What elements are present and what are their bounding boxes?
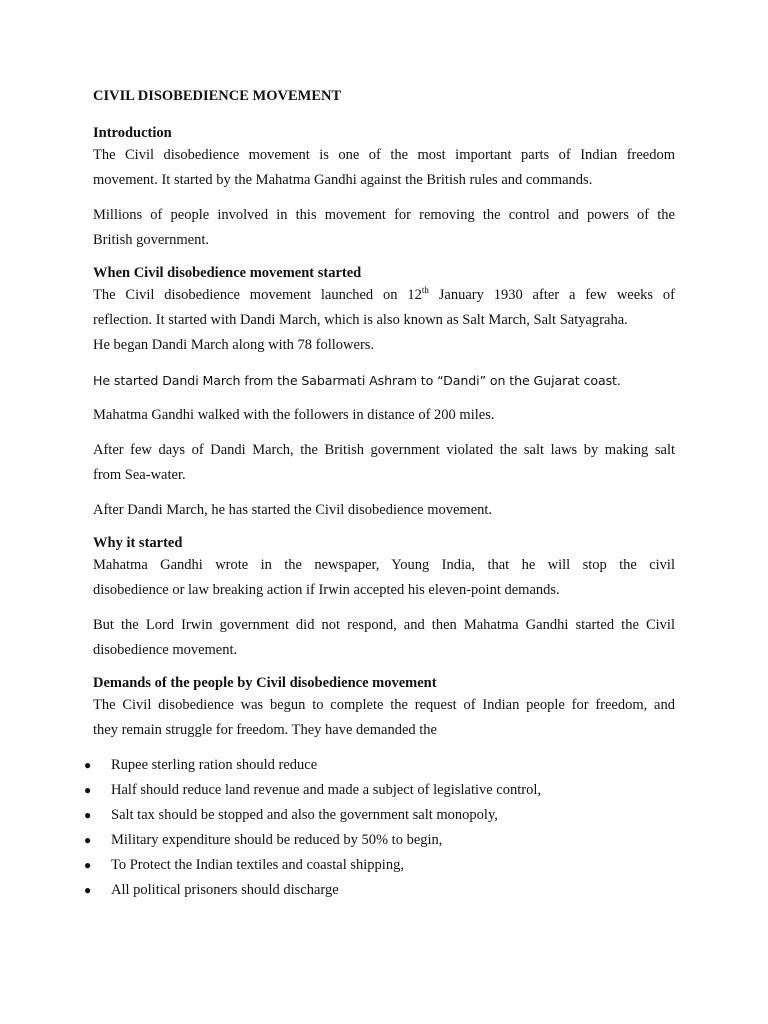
- list-item: [84, 878, 669, 903]
- text-line: The Civil disobedience was begun to complete the request of Indian people for freedom, and: [93, 697, 675, 713]
- text-fragment: The Civil disobedience movement launched on 12: [93, 287, 422, 303]
- text-line: Millions of people involved in this movement for removing the control and powers of the: [93, 207, 675, 223]
- started-paragraph-5: After Dandi March, he has started the Civil disobedience movement.: [93, 502, 493, 518]
- list-item-text: Half should reduce land revenue and made a subject of legislative control,: [111, 782, 542, 798]
- list-item-text: To Protect the Indian textiles and coastal shipping,: [111, 857, 404, 873]
- list-item: [84, 753, 669, 778]
- text-line: movement. It started by the Mahatma Gandhi against the British rules and commands.: [93, 172, 593, 188]
- text-line: The Civil disobedience movement is one of the most important parts of Indian freedom: [93, 147, 675, 163]
- text-line: After few days of Dandi March, the British government violated the salt laws by making salt: [93, 442, 675, 458]
- started-paragraph-3: Mahatma Gandhi walked with the followers in distance of 200 miles.: [93, 407, 495, 423]
- document-title: CIVIL DISOBEDIENCE MOVEMENT: [93, 88, 342, 104]
- list-item-text: Military expenditure should be reduced by 50% to begin,: [111, 832, 443, 848]
- bullet-icon: ●: [84, 783, 92, 797]
- section-heading-when-started: When Civil disobedience movement started: [93, 265, 362, 281]
- list-item-text: All political prisoners should discharge: [111, 882, 339, 898]
- text-line: disobedience or law breaking action if Irwin accepted his eleven-point demands.: [93, 582, 560, 598]
- text-line: British government.: [93, 232, 209, 248]
- list-item: [84, 853, 669, 878]
- text-line: But the Lord Irwin government did not respond, and then Mahatma Gandhi started the Civil: [93, 617, 675, 633]
- bullet-icon: ●: [84, 858, 92, 872]
- section-heading-why-started: Why it started: [93, 535, 183, 551]
- demands-paragraph-1: [93, 693, 675, 743]
- why-paragraph-1: [93, 553, 675, 603]
- text-line: Mahatma Gandhi wrote in the newspaper, Young India, that he will stop the civil: [93, 557, 675, 573]
- intro-paragraph-2: [93, 203, 675, 253]
- bullet-icon: ●: [84, 808, 92, 822]
- text-line: from Sea-water.: [93, 467, 186, 483]
- demands-list: [84, 753, 669, 903]
- started-paragraph-2: He started Dandi March from the Sabarmati Ashram to “Dandi” on the Gujarat coast.: [93, 373, 621, 388]
- bullet-icon: ●: [84, 883, 92, 897]
- list-item-text: Salt tax should be stopped and also the government salt monopoly,: [111, 807, 498, 823]
- ordinal-suffix: th: [421, 285, 429, 295]
- list-item-text: Rupee sterling ration should reduce: [111, 757, 318, 773]
- document-page: [84, 86, 675, 903]
- list-item: [84, 803, 669, 828]
- section-heading-introduction: Introduction: [93, 125, 172, 141]
- section-heading-demands: Demands of the people by Civil disobedience movement: [93, 675, 437, 691]
- intro-paragraph-1: [93, 143, 675, 193]
- list-item: [84, 828, 669, 853]
- text-line: [93, 283, 675, 308]
- why-paragraph-2: [93, 613, 675, 663]
- text-line: He began Dandi March along with 78 followers.: [93, 337, 375, 353]
- started-paragraph-4: [93, 438, 675, 488]
- started-paragraph-1: [93, 283, 675, 358]
- text-line: reflection. It started with Dandi March, which is also known as Salt March, Salt Satyagraha.: [93, 312, 628, 328]
- bullet-icon: ●: [84, 833, 92, 847]
- text-fragment: January 1930 after a few weeks of: [428, 287, 675, 303]
- text-line: they remain struggle for freedom. They have demanded the: [93, 722, 437, 738]
- bullet-icon: ●: [84, 758, 92, 772]
- list-item: [84, 778, 669, 803]
- text-line: disobedience movement.: [93, 642, 238, 658]
